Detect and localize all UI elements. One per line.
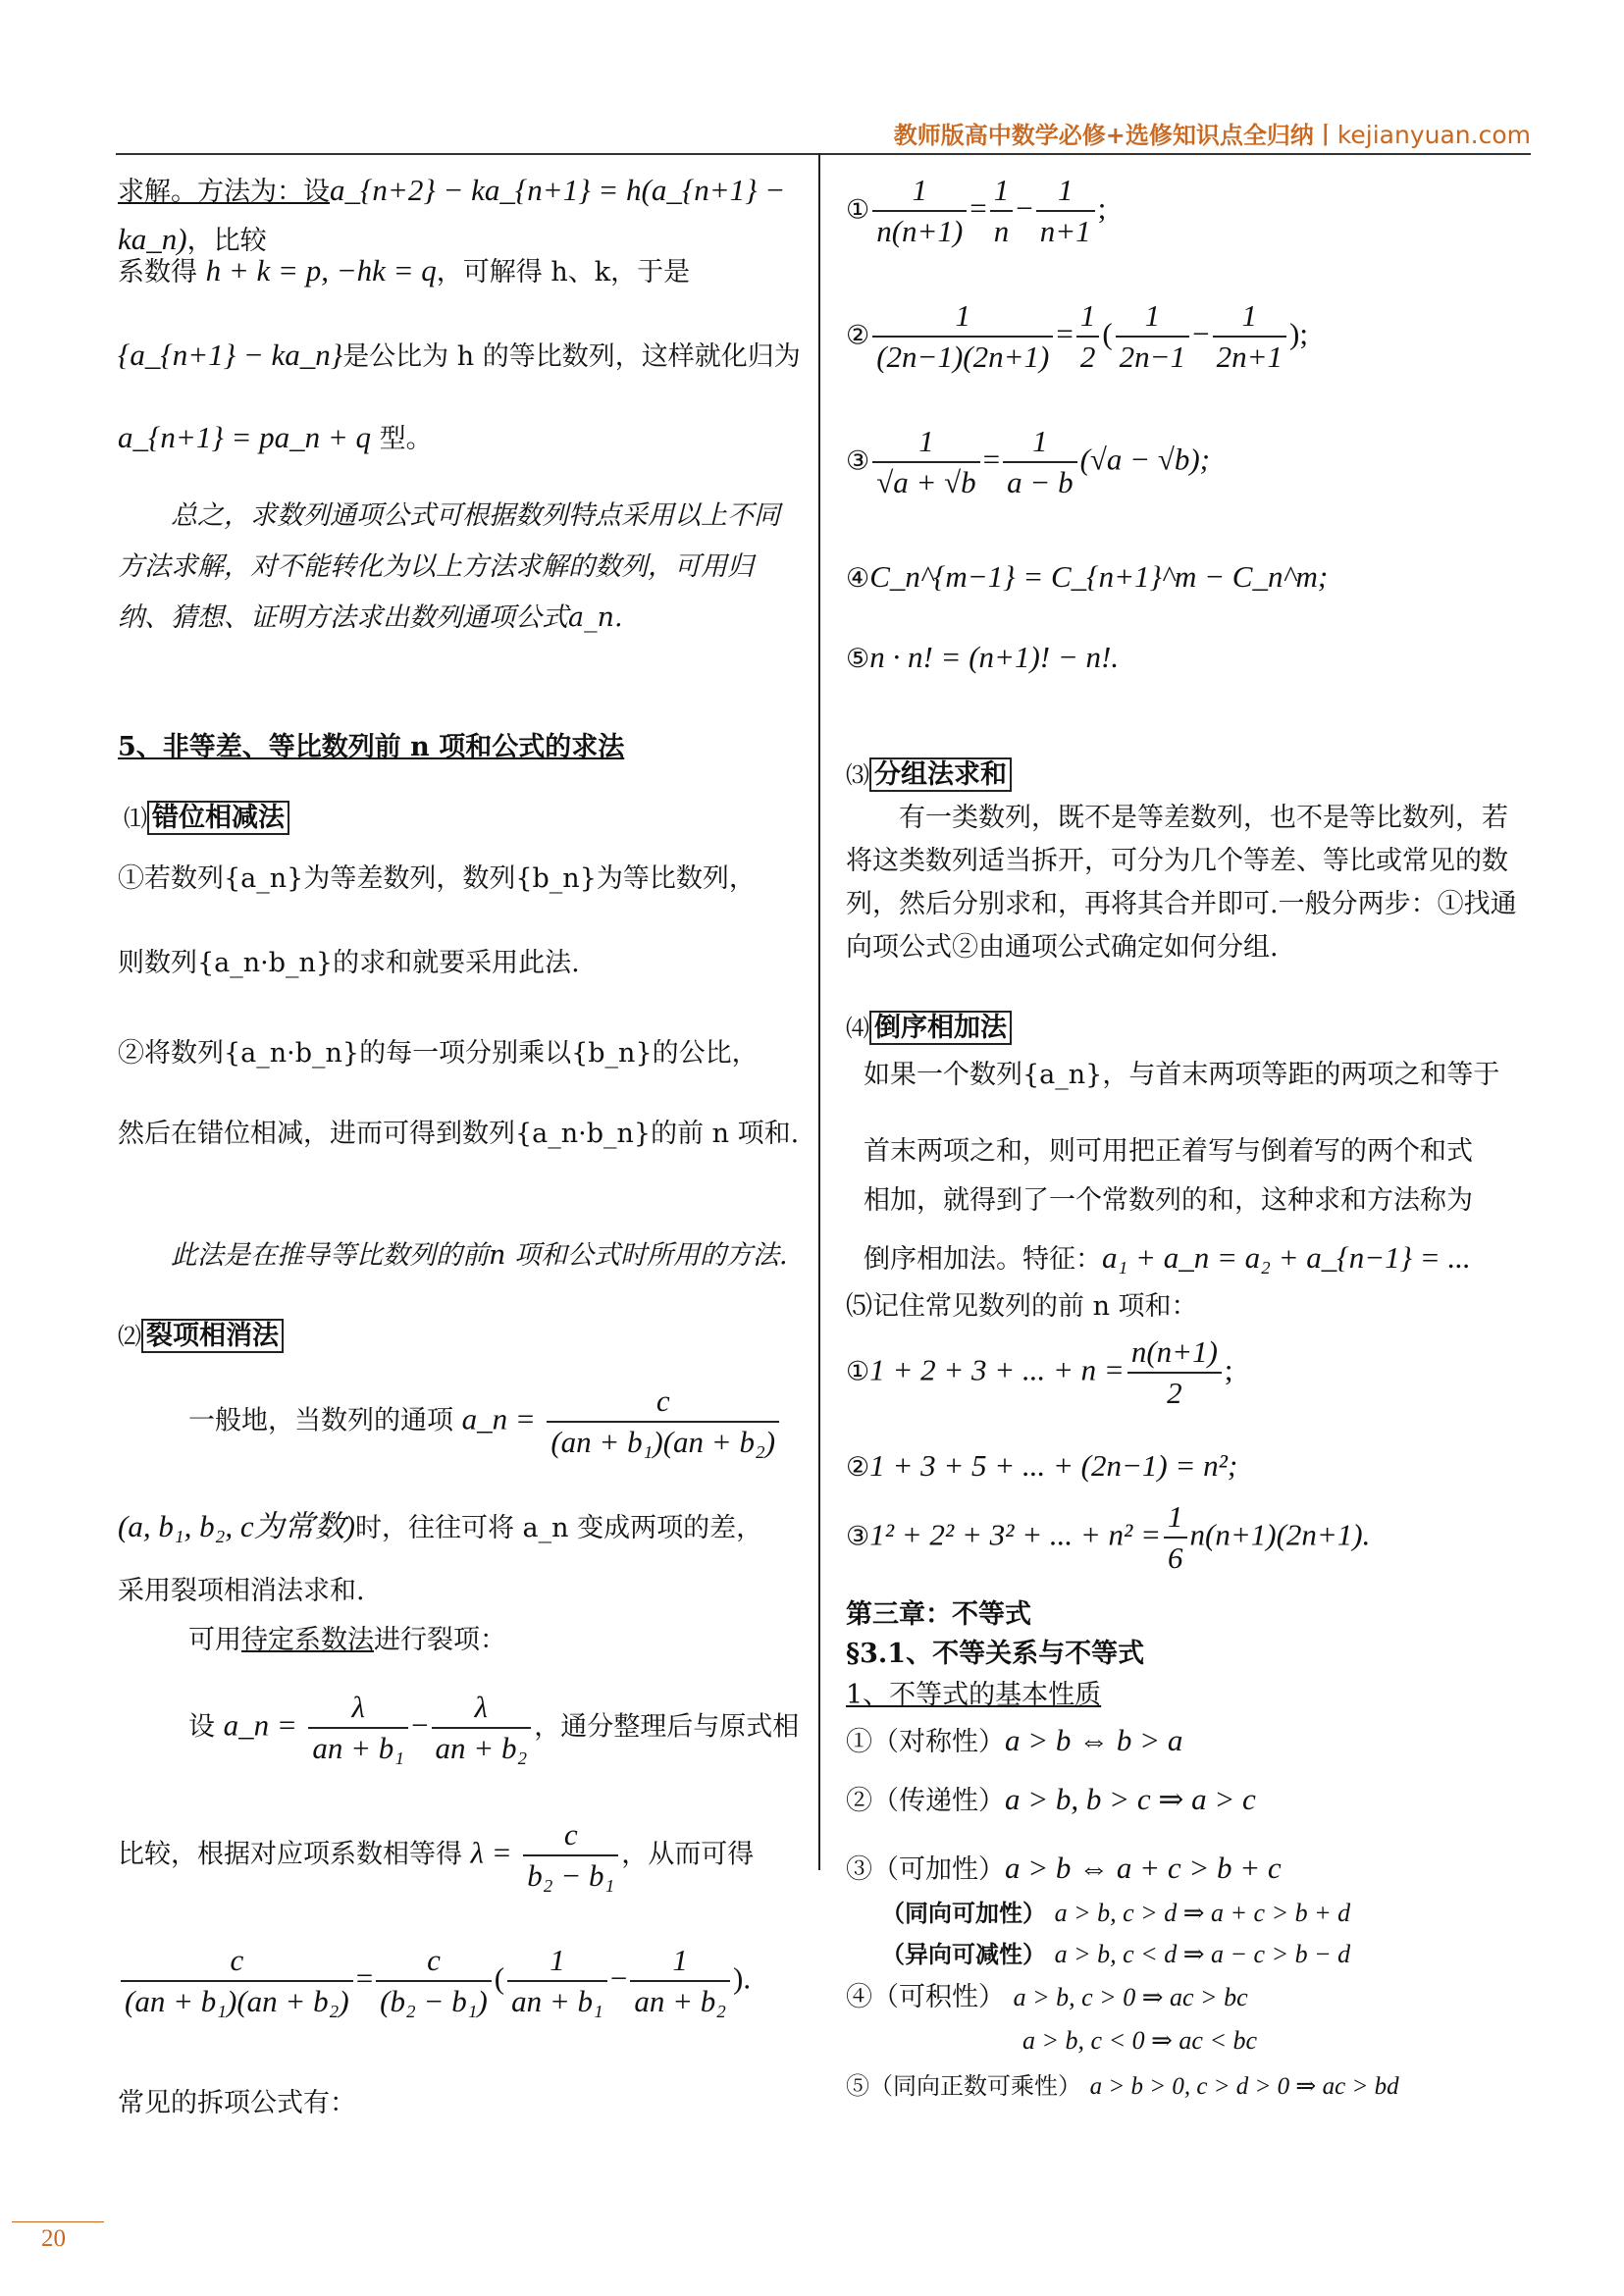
- text: 待定系数法: [241, 1625, 374, 1655]
- fraction: [1127, 1332, 1222, 1413]
- number: ⑴: [124, 805, 147, 832]
- fraction: [872, 171, 967, 251]
- denominator: (an + b₁)(an + b₂): [125, 1984, 349, 2018]
- denominator: an + b₁: [511, 1984, 603, 2018]
- text: ，通分整理后与原式相: [534, 1711, 800, 1743]
- fraction: [376, 1941, 492, 2021]
- prop-2: [846, 1776, 1533, 1825]
- s2-para-5: [188, 1688, 875, 1768]
- number: ⑶: [846, 761, 869, 789]
- denominator: 2: [1079, 339, 1096, 374]
- denominator: n: [993, 214, 1010, 248]
- page-header: [894, 116, 1531, 150]
- subsection-1: [124, 795, 811, 842]
- property-label: （异向可减性）: [881, 1940, 1046, 1968]
- left-para-2: [118, 247, 805, 296]
- number: ⑷: [846, 1015, 869, 1042]
- subsection-ineq-1: [846, 1676, 1533, 1715]
- text: 一般地，当数列的通项: [188, 1405, 453, 1436]
- fraction: [523, 1815, 618, 1896]
- subsection-title: 裂项相消法: [141, 1319, 284, 1353]
- numerator: 1: [1164, 1497, 1187, 1539]
- formula-5: [846, 634, 1533, 683]
- prop-4b: [1022, 2021, 1624, 2061]
- subsection-2: [118, 1313, 805, 1360]
- formula: {a_{n+1} − ka_n}: [118, 338, 343, 372]
- operator: ;: [1097, 190, 1107, 226]
- summary: 总之，求数列通项公式可根据数列特点采用以上不同方法求解，对不能转化为以上方法求解的数列，可用归纳、猜想、证明方法求出数列通项公式a_n.: [118, 500, 780, 633]
- formula: a₁ + a_n = a₂ + a_{n−1} = ...: [1102, 1240, 1471, 1275]
- fraction: [1213, 296, 1286, 377]
- marker: ⑤: [846, 644, 870, 674]
- denominator: n(n+1): [876, 214, 964, 248]
- operator: =: [1056, 316, 1074, 351]
- numerator: 1: [1076, 296, 1100, 338]
- marker: ③: [846, 1521, 870, 1552]
- header-site: kejianyuan.com: [1336, 121, 1531, 149]
- subsection-4: [846, 1005, 1533, 1052]
- prop-1: [846, 1717, 1533, 1766]
- s1-para-3: ②将数列{a_n·b_n}的每一项分别乘以{b_n}的公比，: [118, 1038, 759, 1069]
- property-label: ②（传递性）: [846, 1786, 1005, 1816]
- text: 系数得: [118, 257, 197, 287]
- s3-text: 有一类数列，既不是等差数列，也不是等比数列，若将这类数列适当拆开，可分为几个等差、等比或常见的数列，然后分别求和，再将其合并即可.一般分两步：①找通向项公式②由通项公式确定如何分组.: [846, 803, 1517, 963]
- property-label: ④（可积性）: [846, 1982, 1005, 2012]
- numerator: 1: [1036, 171, 1095, 212]
- formula: a > b, b > c ⇒ a > c: [1005, 1782, 1256, 1816]
- formula: a_{n+1} = pa_n + q: [118, 420, 372, 454]
- numerator: c: [376, 1941, 492, 1982]
- text: 可用: [188, 1625, 241, 1655]
- denominator: an + b₂: [435, 1731, 528, 1765]
- operator: −: [1192, 316, 1210, 351]
- operator: −: [609, 1960, 628, 1996]
- text: 进行裂项：: [374, 1625, 506, 1655]
- operator: −: [1016, 190, 1033, 226]
- page-number: 20: [41, 2225, 66, 2252]
- numerator: c: [523, 1815, 618, 1856]
- subsection-heading: 1、不等式的基本性质: [846, 1680, 1102, 1710]
- s4-para-4: [864, 1234, 1531, 1283]
- text: 设: [188, 1711, 215, 1743]
- formula-2: [846, 296, 1533, 377]
- operator: (: [494, 1960, 505, 1996]
- numerator: 1: [630, 1941, 730, 1982]
- denominator: √a + √b: [876, 465, 976, 499]
- formula: a_n =: [461, 1401, 536, 1436]
- s2-equation: [118, 1941, 805, 2021]
- header-title: 教师版高中数学必修+选修知识点全归纳: [893, 122, 1314, 149]
- prop-4: [846, 1978, 1533, 2017]
- numerator: 1: [872, 296, 1053, 338]
- denominator: (b₂ − b₁): [380, 1984, 488, 2018]
- fraction: [1164, 1497, 1187, 1578]
- numerator: c: [121, 1941, 353, 1982]
- header-separator: 丨: [1313, 122, 1337, 149]
- fraction: [1003, 422, 1076, 502]
- operator: −: [411, 1707, 429, 1743]
- fraction: [872, 296, 1053, 377]
- sum-2: [846, 1442, 1533, 1491]
- left-para-3: [118, 332, 805, 381]
- header-rule: [116, 153, 1531, 155]
- text: ，从而可得: [621, 1839, 755, 1870]
- property-label: （同向可加性）: [881, 1899, 1046, 1927]
- fraction: [1036, 171, 1095, 251]
- numerator: λ: [432, 1688, 532, 1729]
- operator: =: [355, 1960, 374, 1996]
- operator: =: [969, 190, 987, 226]
- s1-para-4: 然后在错位相减，进而可得到数列{a_n·b_n}的前 n 项和.: [118, 1119, 800, 1149]
- section-3-1-title: §3.1、不等关系与不等式: [846, 1639, 1145, 1669]
- denominator: 2n+1: [1216, 339, 1283, 374]
- formula: C_n^{m−1} = C_{n+1}^m − C_n^m;: [869, 559, 1329, 594]
- operator: (: [1102, 316, 1113, 351]
- formula: a > b ⇔ a + c > b + c: [1005, 1851, 1282, 1885]
- formula: a_n =: [223, 1707, 297, 1743]
- sum-3: [846, 1497, 1533, 1578]
- page-number-rule: [12, 2221, 104, 2222]
- numerator: 1: [1116, 296, 1189, 338]
- formula: 1² + 2² + 3² + ... + n² =: [869, 1517, 1161, 1552]
- fraction: [872, 422, 979, 502]
- marker: ②: [846, 320, 870, 351]
- denominator: (an + b₁)(an + b₂): [550, 1425, 776, 1459]
- s4-para-1: 如果一个数列{a_n}，与首末两项等距的两项之和等于: [864, 1060, 1500, 1090]
- formula: n · n! = (n+1)! − n!.: [869, 640, 1120, 674]
- denominator: 6: [1168, 1540, 1183, 1575]
- denominator: an + b₂: [634, 1984, 727, 2018]
- s2-para-1: [188, 1382, 875, 1462]
- prop-5: [846, 2066, 1533, 2107]
- fraction: [990, 171, 1014, 251]
- property-label: ①（对称性）: [846, 1727, 1005, 1757]
- subsection-3: [846, 752, 1533, 799]
- section-heading: 5、非等差、等比数列前 n 项和公式的求法: [118, 732, 625, 762]
- s1-para-1: ①若数列{a_n}为等差数列，数列{b_n}为等比数列，: [118, 863, 756, 894]
- formula-1: [846, 171, 1533, 251]
- formula: a_{n+2} − ka_{n+1} = h(a_{n+1} − ka_n): [118, 173, 786, 256]
- formula-3: [846, 422, 1533, 502]
- operator: ).: [733, 1960, 752, 1996]
- marker: ①: [846, 194, 870, 226]
- marker: ④: [846, 563, 870, 594]
- prop-3a: [881, 1894, 1568, 1933]
- formula: a > b ⇔ b > a: [1005, 1723, 1183, 1757]
- formula: λ =: [470, 1835, 512, 1870]
- s2-para-4: [188, 1617, 875, 1664]
- fraction: [547, 1382, 779, 1462]
- denominator: b₂ − b₁: [527, 1858, 615, 1893]
- text: 比较，根据对应项系数相等得: [118, 1839, 462, 1870]
- s4-para-3: 相加，就得到了一个常数列的和，这种求和方法称为: [864, 1185, 1473, 1216]
- marker: ③: [846, 445, 870, 477]
- formula: a > b, c < d ⇒ a − c > b − d: [1054, 1940, 1351, 1968]
- column-divider: [818, 153, 820, 1870]
- text: 型。: [379, 424, 433, 454]
- formula-4: [846, 553, 1533, 602]
- left-para-4: [118, 414, 805, 463]
- formula: a > b, c < 0 ⇒ ac < bc: [1022, 2026, 1258, 2055]
- denominator: 2: [1167, 1376, 1182, 1410]
- sum-1: [846, 1332, 1533, 1413]
- formula: a > b > 0, c > d > 0 ⇒ ac > bd: [1089, 2073, 1399, 2100]
- numerator: 1: [872, 422, 979, 463]
- numerator: n(n+1): [1127, 1332, 1222, 1374]
- denominator: an + b₁: [312, 1731, 405, 1765]
- numerator: λ: [308, 1688, 408, 1729]
- operator: ;: [1224, 1352, 1233, 1387]
- s2-para-6: [118, 1815, 805, 1896]
- formula: n(n+1)(2n+1).: [1189, 1517, 1371, 1552]
- text: ，可解得 h、k，于是: [436, 257, 691, 287]
- s1-note: 此法是在推导等比数列的前n 项和公式时所用的方法.: [171, 1240, 788, 1271]
- fraction: [1076, 296, 1100, 377]
- subsection-title: 分组法求和: [869, 757, 1012, 792]
- operator: =: [982, 442, 1001, 477]
- denominator: a − b: [1007, 465, 1074, 499]
- s2-para-2: [118, 1503, 805, 1552]
- text: 求解。方法为：设: [118, 177, 330, 207]
- prop-3: [846, 1845, 1533, 1894]
- chapter-3-title: 第三章：不等式: [846, 1599, 1031, 1630]
- formula: a > b, c > d ⇒ a + c > b + d: [1054, 1899, 1351, 1927]
- formula: (a, b₁, b₂, c为常数): [118, 1509, 355, 1543]
- property-label: ③（可加性）: [846, 1854, 1005, 1885]
- s4-para-2: 首末两项之和，则可用把正着写与倒着写的两个和式: [864, 1136, 1473, 1167]
- formula: (√a − √b);: [1079, 442, 1210, 477]
- prop-3b: [881, 1935, 1568, 1974]
- marker: ①: [846, 1356, 870, 1387]
- denominator: (2n−1)(2n+1): [876, 339, 1050, 374]
- subsection-title: 错位相减法: [147, 801, 289, 835]
- text: 是公比为 h 的等比数列，这样就化归为: [342, 341, 801, 372]
- fraction: [121, 1941, 353, 2021]
- formula: h + k = p, −hk = q: [205, 253, 437, 287]
- text: 时，往往可将 a_n 变成两项的差，: [354, 1513, 763, 1543]
- operator: );: [1289, 316, 1308, 351]
- property-label: ⑤（同向正数可乘性）: [846, 2072, 1081, 2100]
- s1-para-2: 则数列{a_n·b_n}的求和就要采用此法.: [118, 948, 580, 978]
- formula: 1 + 3 + 5 + ... + (2n−1) = n²;: [869, 1448, 1238, 1483]
- fraction: [630, 1941, 730, 2021]
- fraction: [432, 1688, 532, 1768]
- numerator: c: [547, 1382, 779, 1423]
- formula: 1 + 2 + 3 + ... + n =: [869, 1352, 1125, 1387]
- numerator: 1: [1003, 422, 1076, 463]
- subsection-title: 倒序相加法: [869, 1011, 1012, 1045]
- fraction: [507, 1941, 607, 2021]
- section-5-title: [118, 724, 805, 771]
- denominator: n+1: [1039, 214, 1091, 248]
- s2-para-3: 采用裂项相消法求和.: [118, 1576, 365, 1606]
- fraction: [308, 1688, 408, 1768]
- numerator: 1: [507, 1941, 607, 1982]
- formula: a > b, c > 0 ⇒ ac > bc: [1013, 1983, 1248, 2011]
- s5-title: ⑸记住常见数列的前 n 项和：: [846, 1291, 1198, 1322]
- numerator: 1: [872, 171, 967, 212]
- fraction: [1116, 296, 1189, 377]
- numerator: 1: [1213, 296, 1286, 338]
- number: ⑵: [118, 1323, 141, 1350]
- text: ，比较: [186, 226, 267, 256]
- numerator: 1: [990, 171, 1014, 212]
- s2-last: 常见的拆项公式有：: [118, 2088, 356, 2118]
- denominator: 2n−1: [1119, 339, 1186, 374]
- marker: ②: [846, 1452, 870, 1483]
- text: 倒序相加法。特征：: [864, 1244, 1102, 1275]
